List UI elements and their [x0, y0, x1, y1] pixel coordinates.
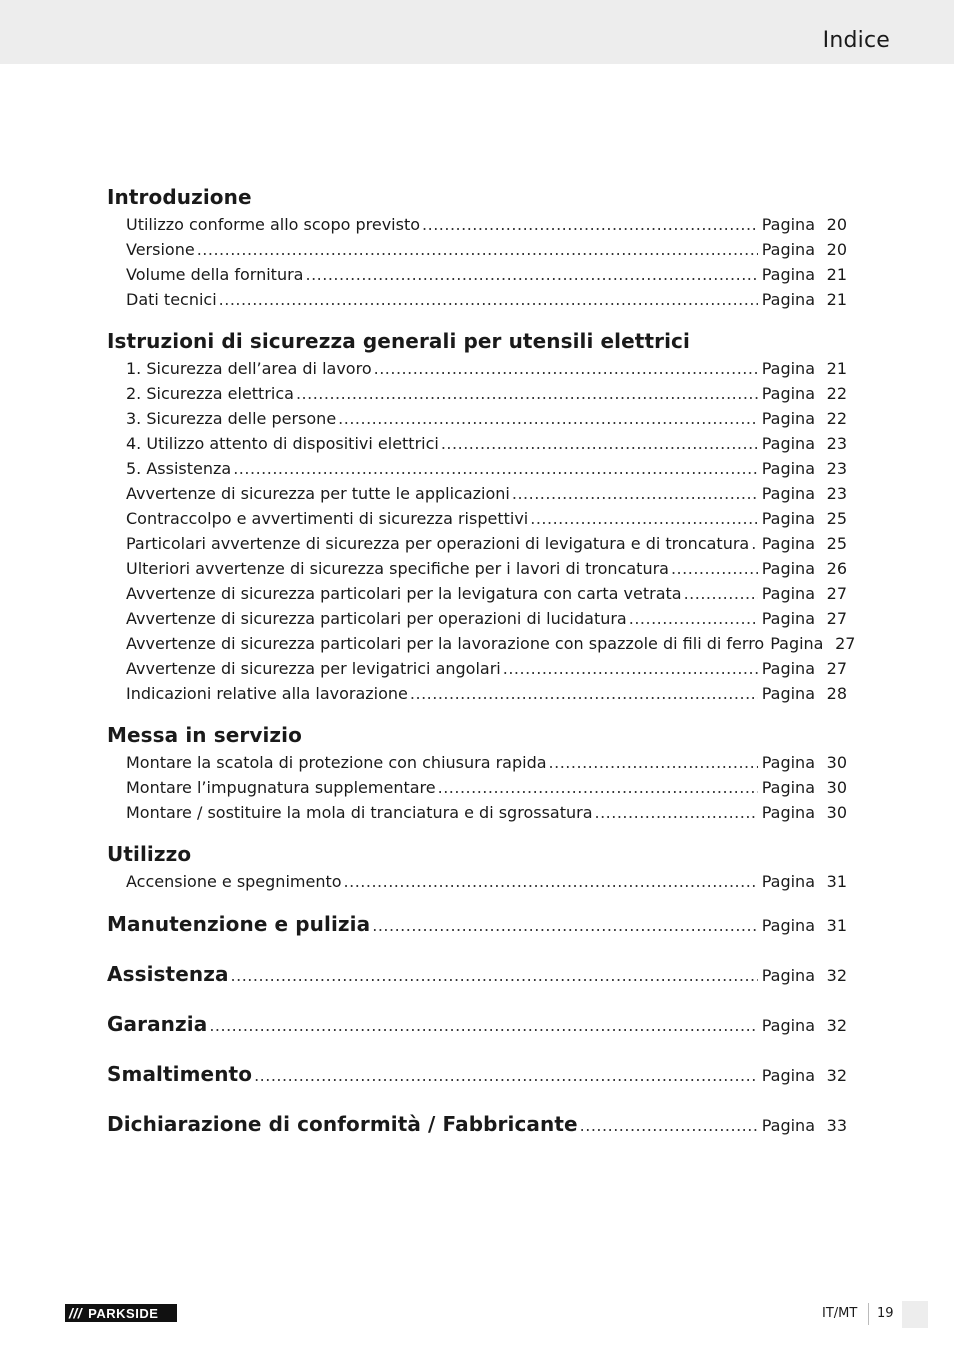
page-number: 30: [826, 753, 847, 772]
toc-main-entry[interactable]: [107, 908, 847, 958]
entry-title: Contraccolpo e avvertimenti di sicurezza rispettivi: [126, 509, 529, 528]
logo-slashes: ///: [69, 1305, 83, 1321]
page-label: Pagina: [761, 659, 815, 678]
entry-title: 4. Utilizzo attento di dispositivi elettrici: [126, 434, 439, 453]
entry-title: Montare la scatola di protezione con chiusura rapida: [126, 753, 547, 772]
entry-title: Particolari avvertenze di sicurezza per operazioni di levigatura e di troncatura: [126, 534, 750, 553]
entry-title: Montare l’impugnatura supplementare: [126, 778, 436, 797]
toc-entry[interactable]: [107, 406, 847, 431]
dot-leader: [422, 212, 758, 237]
dot-leader: [580, 1108, 758, 1144]
page-label: Pagina: [761, 1016, 815, 1035]
dot-leader: [595, 800, 758, 825]
dot-leader: [629, 606, 758, 631]
page-number: 22: [826, 409, 847, 428]
entry-title: Avvertenze di sicurezza per tutte le applicazioni: [126, 484, 510, 503]
page-label: Pagina: [761, 384, 815, 403]
page-number: 32: [826, 1016, 847, 1035]
parkside-logo: [65, 1304, 177, 1322]
page-label: Pagina: [761, 1116, 815, 1135]
entry-title: Avvertenze di sicurezza particolari per la levigatura con carta vetrata: [126, 584, 682, 603]
toc-entry[interactable]: [107, 581, 847, 606]
entry-title: 2. Sicurezza elettrica: [126, 384, 294, 403]
toc-entry[interactable]: [107, 656, 847, 681]
entry-title: 1. Sicurezza dell’area di lavoro: [126, 359, 372, 378]
header-bar: [0, 0, 954, 64]
toc-entry[interactable]: [107, 237, 847, 262]
dot-leader: [530, 506, 757, 531]
toc-entry[interactable]: [107, 456, 847, 481]
page-number: 27: [835, 634, 856, 653]
entry-title: 5. Assistenza: [126, 459, 232, 478]
dot-leader: [254, 1058, 758, 1094]
dot-leader: [219, 287, 758, 312]
toc-main-entry[interactable]: [107, 1108, 847, 1158]
page-number: 27: [826, 584, 847, 603]
page-label: Pagina: [761, 609, 815, 628]
page-number: 20: [826, 240, 847, 259]
entry-title: Ulteriori avvertenze di sicurezza specifiche per i lavori di troncatura: [126, 559, 669, 578]
page-number: 30: [826, 803, 847, 822]
page-number: 30: [826, 778, 847, 797]
page-label: Pagina: [761, 966, 815, 985]
page-label: Pagina: [761, 484, 815, 503]
page-number: 23: [826, 484, 847, 503]
section-title: Introduzione: [107, 185, 252, 209]
toc-entry[interactable]: [107, 531, 847, 556]
entry-title: Montare / sostituire la mola di tranciatura e di sgrossatura: [126, 803, 593, 822]
entry-title: Dati tecnici: [126, 290, 217, 309]
page-label: Pagina: [761, 290, 815, 309]
page-label: Pagina: [761, 459, 815, 478]
page-label: Pagina: [761, 509, 815, 528]
page-label: Pagina: [761, 434, 815, 453]
dot-leader: [374, 356, 758, 381]
toc-entry[interactable]: [107, 631, 856, 656]
toc-section: [107, 839, 847, 894]
section-title: Assistenza: [107, 962, 229, 986]
page-number: 32: [826, 1066, 847, 1085]
dot-leader: [751, 531, 758, 556]
page-number: 21: [826, 290, 847, 309]
toc-entry[interactable]: [107, 506, 847, 531]
dot-leader: [233, 456, 758, 481]
entry-title: Avvertenze di sicurezza particolari per operazioni di lucidatura: [126, 609, 627, 628]
page-label: Pagina: [761, 584, 815, 603]
toc-main-entry[interactable]: [107, 1008, 847, 1058]
page-label: Pagina: [761, 916, 815, 935]
toc-entry[interactable]: [107, 750, 847, 775]
entry-title: Versione: [126, 240, 195, 259]
toc-entry[interactable]: [107, 431, 847, 456]
section-title: Smaltimento: [107, 1062, 253, 1086]
page-label: Pagina: [761, 684, 815, 703]
page-label: Pagina: [761, 265, 815, 284]
dot-leader: [209, 1008, 757, 1044]
page-number: 21: [826, 265, 847, 284]
page-number: 22: [826, 384, 847, 403]
page-number: 27: [826, 659, 847, 678]
page-number: 20: [826, 215, 847, 234]
dot-leader: [503, 656, 758, 681]
page-number: 25: [826, 509, 847, 528]
page-label: Pagina: [761, 215, 815, 234]
dot-leader: [438, 775, 758, 800]
section-title: Istruzioni di sicurezza generali per utensili elettrici: [107, 329, 690, 353]
toc-entry[interactable]: [107, 381, 847, 406]
dot-leader: [441, 431, 758, 456]
page-number: 31: [826, 916, 847, 935]
toc-entry[interactable]: [107, 356, 847, 381]
toc-entry[interactable]: [107, 481, 847, 506]
toc-entry[interactable]: [107, 800, 847, 825]
page-label: Pagina: [761, 359, 815, 378]
entry-title: Indicazioni relative alla lavorazione: [126, 684, 408, 703]
page-label: Pagina: [770, 634, 824, 653]
toc-entry[interactable]: [107, 606, 847, 631]
dot-leader: [671, 556, 758, 581]
section-title: Dichiarazione di conformità / Fabbricante: [107, 1112, 578, 1136]
toc-section: [107, 182, 847, 312]
footer-divider: [868, 1303, 869, 1325]
dot-leader: [197, 237, 758, 262]
page-number: 23: [826, 434, 847, 453]
toc-main-entry[interactable]: [107, 1058, 847, 1108]
dot-leader: [305, 262, 757, 287]
page-label: Pagina: [761, 778, 815, 797]
toc-entry[interactable]: [107, 212, 847, 237]
table-of-contents: [107, 182, 856, 1158]
entry-title: Volume della fornitura: [126, 265, 304, 284]
page-label: Pagina: [761, 559, 815, 578]
dot-leader: [231, 958, 758, 994]
page-number: 32: [826, 966, 847, 985]
section-title: Manutenzione e pulizia: [107, 912, 371, 936]
toc-section: [107, 326, 856, 706]
dot-leader: [549, 750, 758, 775]
page-number: 23: [826, 459, 847, 478]
logo-text: PARKSIDE: [88, 1305, 159, 1321]
page-label: Pagina: [761, 753, 815, 772]
page-number: 21: [826, 359, 847, 378]
page-label: Pagina: [761, 803, 815, 822]
page-number: 31: [826, 872, 847, 891]
section-title: Utilizzo: [107, 842, 192, 866]
page-number: 33: [826, 1116, 847, 1135]
footer-language: IT/MT: [822, 1306, 858, 1321]
entry-title: Accensione e spegnimento: [126, 872, 342, 891]
toc-entry[interactable]: [107, 681, 847, 706]
toc-section: [107, 720, 847, 825]
footer-page-number: 19: [877, 1306, 894, 1321]
page-label: Pagina: [761, 872, 815, 891]
toc-entry[interactable]: [107, 262, 847, 287]
page-label: Pagina: [761, 409, 815, 428]
section-title: Messa in servizio: [107, 723, 302, 747]
page-title: Indice: [822, 28, 890, 53]
dot-leader: [296, 381, 758, 406]
page-number: 27: [826, 609, 847, 628]
entry-title: Avvertenze di sicurezza particolari per la lavorazione con spazzole di fili di ferro: [126, 634, 765, 653]
dot-leader: [684, 581, 758, 606]
toc-entry[interactable]: [107, 775, 847, 800]
toc-entry[interactable]: [107, 287, 847, 312]
dot-leader: [410, 681, 758, 706]
page-label: Pagina: [761, 534, 815, 553]
dot-leader: [338, 406, 758, 431]
section-title: Garanzia: [107, 1012, 208, 1036]
entry-title: 3. Sicurezza delle persone: [126, 409, 337, 428]
dot-leader: [512, 481, 758, 506]
toc-main-entry[interactable]: [107, 958, 847, 1008]
page-number: 28: [826, 684, 847, 703]
dot-leader: [372, 908, 757, 944]
entry-title: Avvertenze di sicurezza per levigatrici angolari: [126, 659, 501, 678]
page-number: 25: [826, 534, 847, 553]
toc-entry[interactable]: [107, 556, 847, 581]
page-number: 26: [826, 559, 847, 578]
page-label: Pagina: [761, 240, 815, 259]
dot-leader: [344, 869, 758, 894]
footer-tab-marker: [902, 1301, 928, 1328]
page-label: Pagina: [761, 1066, 815, 1085]
toc-entry[interactable]: [107, 869, 847, 894]
entry-title: Utilizzo conforme allo scopo previsto: [126, 215, 421, 234]
